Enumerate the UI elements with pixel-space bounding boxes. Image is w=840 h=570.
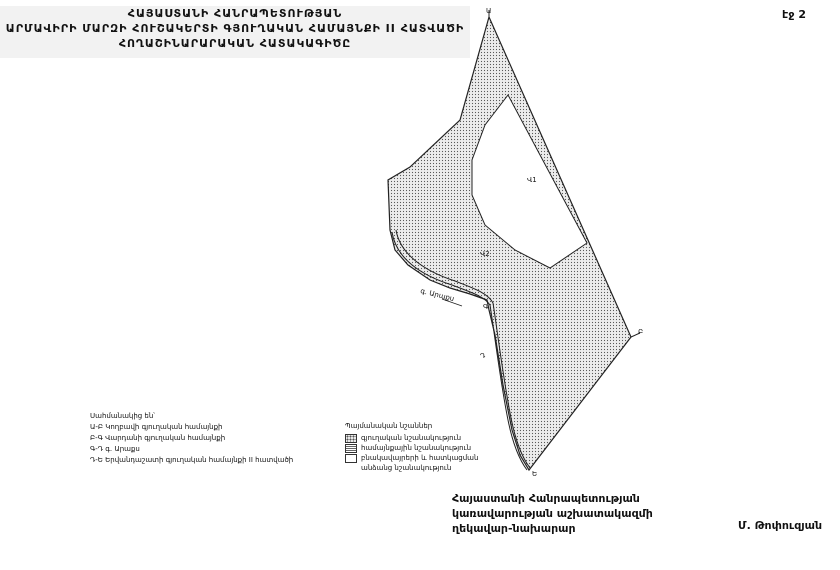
hatched-swatch: [345, 444, 357, 453]
title-line-1: ՀԱՅԱՍՏԱՆԻ ՀԱՆՐԱՊԵՏՈՒԹՅԱՆ: [127, 7, 343, 20]
title-line-2: ԱՐՄԱՎԻՐԻ ՄԱՐԶԻ ՀՈՒՇԱԿԵՐՏԻ ԳՅՈՒՂԱԿԱՆ ՀԱՄԱՅՆՔԻ II ՀԱՏՎԱԾԻ: [5, 22, 465, 35]
zone-v1-label: Վ1: [527, 176, 537, 184]
signature-block: [452, 491, 653, 536]
legend-row: [345, 433, 486, 443]
vertex-g-label: Գ: [483, 303, 489, 311]
blank-swatch: [345, 454, 357, 463]
symbol-legend-title: Պայմանական նշաններ: [345, 422, 433, 430]
boundary-item: Ա-Բ Կողբավի գյուղական համայնքի: [90, 423, 223, 431]
legend-row: [345, 453, 486, 473]
vertex-e-label: Ե: [532, 470, 538, 478]
vertex-a-label: Ա: [486, 7, 492, 15]
boundary-legend-title: Սահմանակից են՝: [90, 412, 155, 420]
dotted-swatch: [345, 434, 357, 443]
vertex-d-label: Դ: [480, 352, 486, 360]
title-line-3: ՀՈՂԱՇԻՆԱՐԱՐԱԿԱՆ ՀԱՏԱԿԱԳԻԾԸ: [118, 37, 352, 50]
legend-item-label: համայնքային նշանակություն: [361, 444, 472, 452]
legend-item-label: բնակավայրերի և հատկացման անձանց նշանակություն: [361, 454, 479, 472]
vertex-b-label: Բ: [638, 328, 644, 336]
zone-v2-label: Վ2: [480, 250, 490, 258]
page-number: էջ 2: [782, 8, 806, 21]
boundary-item: Գ-Դ գ. Արաքս: [90, 445, 140, 453]
symbol-legend: [345, 421, 486, 473]
boundary-legend: [90, 411, 293, 466]
legend-item-label: գյուղական նշանակություն: [361, 434, 462, 442]
river-label: գ. Արաքս: [419, 286, 456, 304]
signatory-name: Մ. Թոփուզյան: [738, 519, 823, 532]
legend-row: [345, 443, 486, 453]
boundary-item: Դ-Ե Երվանդաշատի գյուղական համայնքի II հատվածի: [90, 456, 294, 464]
signature-line-2: կառավարության աշխատակազմի: [452, 507, 653, 520]
signature-line-1: Հայաստանի Հանրապետության: [452, 492, 640, 505]
signature-line-3: ղեկավար-նախարար: [452, 522, 576, 535]
boundary-item: Բ-Գ Վարդանի գյուղական համայնքի: [90, 434, 226, 442]
